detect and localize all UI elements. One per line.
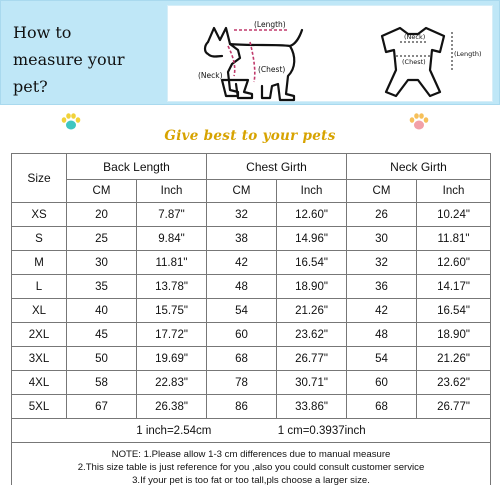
shirt-length-label: (Length) bbox=[454, 50, 482, 58]
size-chart-table bbox=[11, 153, 491, 485]
measure-cell: 20 bbox=[67, 203, 137, 227]
dog-measure-lines-icon bbox=[228, 30, 288, 82]
measure-cell: 9.84" bbox=[137, 227, 207, 251]
measure-cell: 67 bbox=[67, 395, 137, 419]
measure-cell: 26 bbox=[347, 203, 417, 227]
table-row bbox=[12, 227, 491, 251]
measure-cell: 22.83" bbox=[137, 371, 207, 395]
measure-cell: 16.54" bbox=[417, 299, 491, 323]
conversion-cell bbox=[12, 419, 491, 443]
dog-neck-label: (Neck) bbox=[198, 71, 223, 80]
measure-cell: 68 bbox=[347, 395, 417, 419]
measurement-diagram bbox=[167, 5, 493, 102]
table-row bbox=[12, 251, 491, 275]
banner-title-line1: How to bbox=[13, 23, 72, 42]
measure-cell: 21.26" bbox=[417, 347, 491, 371]
dog-length-label: (Length) bbox=[254, 20, 286, 29]
table-row bbox=[12, 323, 491, 347]
measure-cell: 14.17" bbox=[417, 275, 491, 299]
measure-cell: 48 bbox=[207, 275, 277, 299]
shirt-neck-label: (Neck) bbox=[404, 33, 426, 41]
measure-cell: 12.60" bbox=[417, 251, 491, 275]
size-cell: 3XL bbox=[12, 347, 67, 371]
conversion-inch: 1 inch=2.54cm bbox=[136, 424, 212, 437]
measurement-illustration bbox=[168, 6, 494, 103]
measure-cell: 38 bbox=[207, 227, 277, 251]
measure-cell: 21.26" bbox=[277, 299, 347, 323]
measure-cell: 19.69" bbox=[137, 347, 207, 371]
measure-cell: 11.81" bbox=[137, 251, 207, 275]
shirt-chest-label: (Chest) bbox=[402, 58, 426, 66]
measure-cell: 25 bbox=[67, 227, 137, 251]
slogan: Give best to your pets bbox=[164, 128, 336, 144]
measure-cell: 40 bbox=[67, 299, 137, 323]
conversion-cm: 1 cm=0.3937inch bbox=[277, 424, 366, 437]
note-line: 2.This size table is just reference for you ,also you could consult customer service bbox=[77, 462, 425, 473]
measure-cell: 15.75" bbox=[137, 299, 207, 323]
measure-cell: 60 bbox=[347, 371, 417, 395]
measure-cell: 36 bbox=[347, 275, 417, 299]
size-cell: M bbox=[12, 251, 67, 275]
table-row bbox=[12, 395, 491, 419]
table-row bbox=[12, 371, 491, 395]
measure-cell: 30 bbox=[347, 227, 417, 251]
conversion-row bbox=[12, 419, 491, 443]
measure-cell: 45 bbox=[67, 323, 137, 347]
size-cell: S bbox=[12, 227, 67, 251]
measure-cell: 60 bbox=[207, 323, 277, 347]
measure-cell: 32 bbox=[347, 251, 417, 275]
size-cell: 2XL bbox=[12, 323, 67, 347]
measure-cell: 11.81" bbox=[417, 227, 491, 251]
unit-header: Inch bbox=[137, 180, 207, 203]
group-header-back-length: Back Length bbox=[67, 154, 207, 180]
measure-cell: 42 bbox=[347, 299, 417, 323]
note-cell bbox=[12, 443, 491, 485]
measure-banner bbox=[0, 0, 500, 105]
group-header-neck-girth: Neck Girth bbox=[347, 154, 491, 180]
table-unit-header-row bbox=[12, 180, 491, 203]
group-header-chest-girth: Chest Girth bbox=[207, 154, 347, 180]
table-row bbox=[12, 299, 491, 323]
measure-cell: 86 bbox=[207, 395, 277, 419]
unit-header: CM bbox=[207, 180, 277, 203]
size-cell: 5XL bbox=[12, 395, 67, 419]
measure-cell: 26.38" bbox=[137, 395, 207, 419]
measure-cell: 78 bbox=[207, 371, 277, 395]
banner-title-line2: measure your pet? bbox=[13, 50, 125, 96]
note-row bbox=[12, 443, 491, 485]
measure-cell: 12.60" bbox=[277, 203, 347, 227]
measure-cell: 23.62" bbox=[277, 323, 347, 347]
measure-cell: 30 bbox=[67, 251, 137, 275]
measure-cell: 33.86" bbox=[277, 395, 347, 419]
measure-cell: 14.96" bbox=[277, 227, 347, 251]
measure-cell: 50 bbox=[67, 347, 137, 371]
size-cell: XS bbox=[12, 203, 67, 227]
measure-cell: 23.62" bbox=[417, 371, 491, 395]
measure-cell: 54 bbox=[347, 347, 417, 371]
measure-cell: 48 bbox=[347, 323, 417, 347]
table-group-header-row bbox=[12, 154, 491, 180]
measure-cell: 42 bbox=[207, 251, 277, 275]
size-cell: XL bbox=[12, 299, 67, 323]
measure-cell: 26.77" bbox=[277, 347, 347, 371]
unit-header: CM bbox=[67, 180, 137, 203]
measure-cell: 18.90" bbox=[417, 323, 491, 347]
size-cell: L bbox=[12, 275, 67, 299]
measure-cell: 32 bbox=[207, 203, 277, 227]
measure-cell: 58 bbox=[67, 371, 137, 395]
measure-cell: 18.90" bbox=[277, 275, 347, 299]
size-header: Size bbox=[12, 154, 67, 203]
measure-cell: 16.54" bbox=[277, 251, 347, 275]
note-line: NOTE: 1.Please allow 1-3 cm differences due to manual measure bbox=[111, 449, 391, 460]
measure-cell: 68 bbox=[207, 347, 277, 371]
unit-header: Inch bbox=[277, 180, 347, 203]
table-row bbox=[12, 203, 491, 227]
measure-cell: 54 bbox=[207, 299, 277, 323]
measure-cell: 30.71" bbox=[277, 371, 347, 395]
unit-header: Inch bbox=[417, 180, 491, 203]
table-row bbox=[12, 347, 491, 371]
measure-cell: 10.24" bbox=[417, 203, 491, 227]
note-line: 3.If your pet is too fat or too tall,pls choose a larger size. bbox=[132, 475, 370, 485]
measure-cell: 13.78" bbox=[137, 275, 207, 299]
dog-chest-label: (Chest) bbox=[258, 65, 286, 74]
size-cell: 4XL bbox=[12, 371, 67, 395]
measure-cell: 35 bbox=[67, 275, 137, 299]
unit-header: CM bbox=[347, 180, 417, 203]
measure-cell: 17.72" bbox=[137, 323, 207, 347]
measure-cell: 7.87" bbox=[137, 203, 207, 227]
banner-title bbox=[13, 19, 163, 100]
table-row bbox=[12, 275, 491, 299]
measure-cell: 26.77" bbox=[417, 395, 491, 419]
